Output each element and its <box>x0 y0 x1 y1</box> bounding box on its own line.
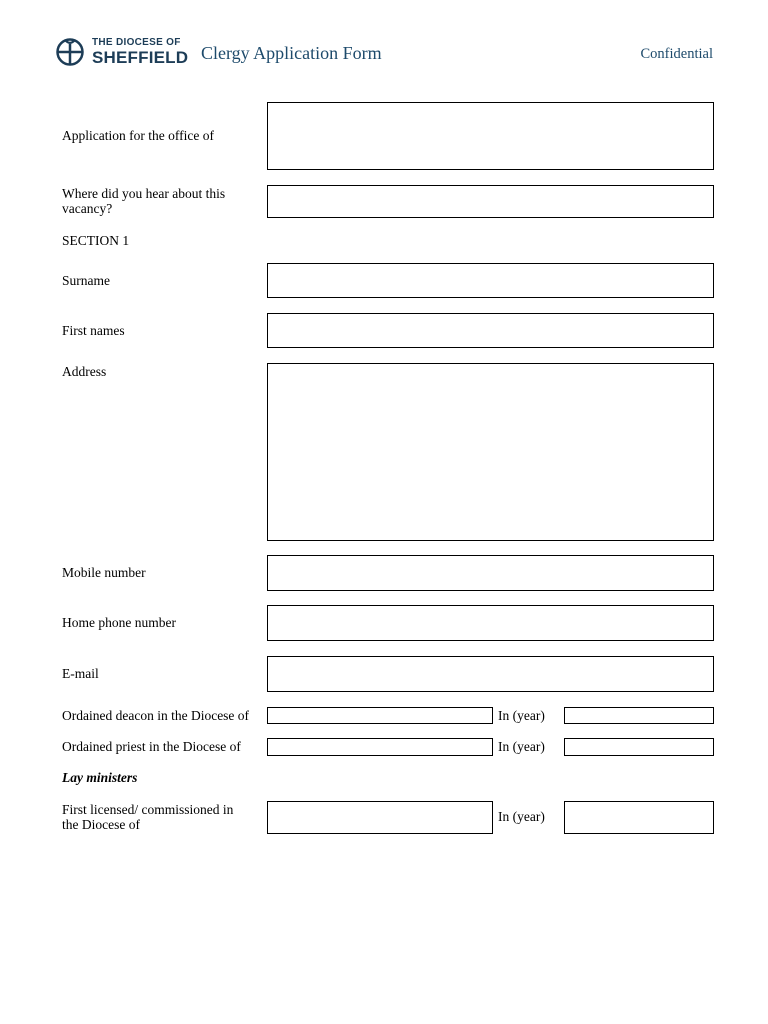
section-1-heading: SECTION 1 <box>62 233 130 248</box>
deacon-diocese-field[interactable] <box>267 707 493 724</box>
mobile-label: Mobile number <box>62 565 146 580</box>
mobile-field[interactable] <box>267 555 714 591</box>
diocese-logo <box>56 38 188 66</box>
logo-wordmark <box>92 38 188 66</box>
page-header <box>0 0 768 80</box>
deacon-year-label: In (year) <box>498 708 545 723</box>
home-phone-field[interactable] <box>267 605 714 641</box>
logo-line-2: SHEFFIELD <box>92 48 189 67</box>
deacon-year-field[interactable] <box>564 707 714 724</box>
priest-label: Ordained priest in the Diocese of <box>62 739 241 754</box>
first-licensed-diocese-field[interactable] <box>267 801 493 834</box>
email-field[interactable] <box>267 656 714 692</box>
lay-ministers-heading: Lay ministers <box>62 770 138 785</box>
priest-diocese-field[interactable] <box>267 738 493 756</box>
logo-line-1: THE DIOCESE OF <box>92 37 181 48</box>
home-phone-label: Home phone number <box>62 615 176 630</box>
first-licensed-year-field[interactable] <box>564 801 714 834</box>
first-names-field[interactable] <box>267 313 714 348</box>
email-label: E-mail <box>62 666 99 681</box>
surname-label: Surname <box>62 273 110 288</box>
hear-about-label: Where did you hear about this vacancy? <box>62 186 226 216</box>
office-field[interactable] <box>267 102 714 170</box>
first-licensed-year-label: In (year) <box>498 809 545 824</box>
form-title: Clergy Application Form <box>201 43 382 63</box>
hear-about-field[interactable] <box>267 185 714 218</box>
deacon-label: Ordained deacon in the Diocese of <box>62 708 250 723</box>
priest-year-label: In (year) <box>498 739 545 754</box>
cross-circle-icon <box>56 38 84 66</box>
confidential-label: Confidential <box>640 46 713 62</box>
first-names-label: First names <box>62 323 125 338</box>
first-licensed-label: First licensed/ commissioned in the Diocese of <box>62 802 234 832</box>
address-label: Address <box>62 364 107 379</box>
surname-field[interactable] <box>267 263 714 298</box>
priest-year-field[interactable] <box>564 738 714 756</box>
address-field[interactable] <box>267 363 714 541</box>
office-label: Application for the office of <box>62 128 214 143</box>
